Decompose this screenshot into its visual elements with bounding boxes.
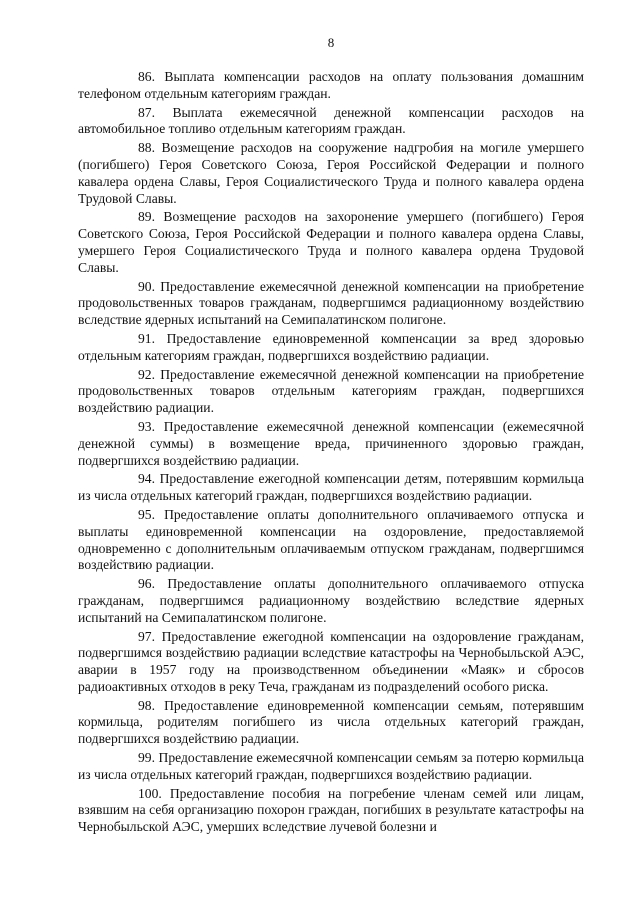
list-item: 100. Предоставление пособия на погребение членам семей или лицам, взявшим на себя организацию похорон граждан, погибших в результате катастрофы на Чернобыльской АЭС, умерших вследствие лучевой болезни и [78, 785, 584, 835]
list-item: 95. Предоставление оплаты дополнительного оплачиваемого отпуска и выплаты единовременной компенсации на оздоровление, предоставляемой одновременно с дополнительным оплачиваемым отпуском гражданам, подвергшимся воздействию радиации. [78, 506, 584, 573]
list-item: 88. Возмещение расходов на сооружение надгробия на могиле умершего (погибшего) Героя Советского Союза, Героя Российской Федерации и полного кавалера ордена Славы, Героя Социалистического Труда и полного кавалера ордена Трудовой Славы. [78, 140, 584, 206]
list-item: 94. Предоставление ежегодной компенсации детям, потерявшим кормильца из числа отдельных категорий граждан, подвергшихся воздействию радиации. [78, 471, 584, 504]
page-number: 8 [327, 35, 335, 50]
list-item: 90. Предоставление ежемесячной денежной компенсации на приобретение продовольственных товаров гражданам, подвергшимся радиационному воздействию вследствие ядерных испытаний на Семипалатинском полигоне. [78, 278, 584, 328]
list-item: 87. Выплата ежемесячной денежной компенсации расходов на автомобильное топливо отдельным категориям граждан. [78, 104, 584, 137]
list-item: 99. Предоставление ежемесячной компенсации семьям за потерю кормильца из числа отдельных категорий граждан, подвергшихся воздействию радиации. [78, 750, 584, 782]
list-item: 97. Предоставление ежегодной компенсации на оздоровление гражданам, подвергшимся воздействию радиации вследствие катастрофы на Чернобыльской АЭС, аварии в 1957 году на производственном объединении «Маяк» и сбросов радиоактивных отходов в реку Теча, гражданам из подразделений особого риска. [78, 628, 584, 694]
list-item: 96. Предоставление оплаты дополнительного оплачиваемого отпуска гражданам, подвергшимся радиационному воздействию вследствие ядерных испытаний на Семипалатинском полигоне. [78, 576, 584, 625]
list-item: 89. Возмещение расходов на захоронение умершего (погибшего) Героя Советского Союза, Героя Российской Федерации и полного кавалера ордена Славы, умершего Героя Социалистического Труда и полного кавалера ордена Трудовой Славы. [78, 209, 584, 275]
list-item: 92. Предоставление ежемесячной денежной компенсации на приобретение продовольственных товаров отдельным категориям граждан, подвергшихся воздействию радиации. [78, 366, 584, 416]
list-item: 86. Выплата компенсации расходов на оплату пользования домашним телефоном отдельным категориям граждан. [78, 69, 584, 101]
list-item: 93. Предоставление ежемесячной денежной компенсации (ежемесячной денежной суммы) в возмещение вреда, причиненного здоровью граждан, подвергшихся воздействию радиации. [78, 418, 584, 468]
list-item: 98. Предоставление единовременной компенсации семьям, потерявшим кормильца, родителям погибшего из числа отдельных категорий граждан, подвергшихся воздействию радиации. [78, 697, 584, 747]
list-item: 91. Предоставление единовременной компенсации за вред здоровью отдельным категориям граждан, подвергшихся воздействию радиации. [78, 330, 584, 363]
